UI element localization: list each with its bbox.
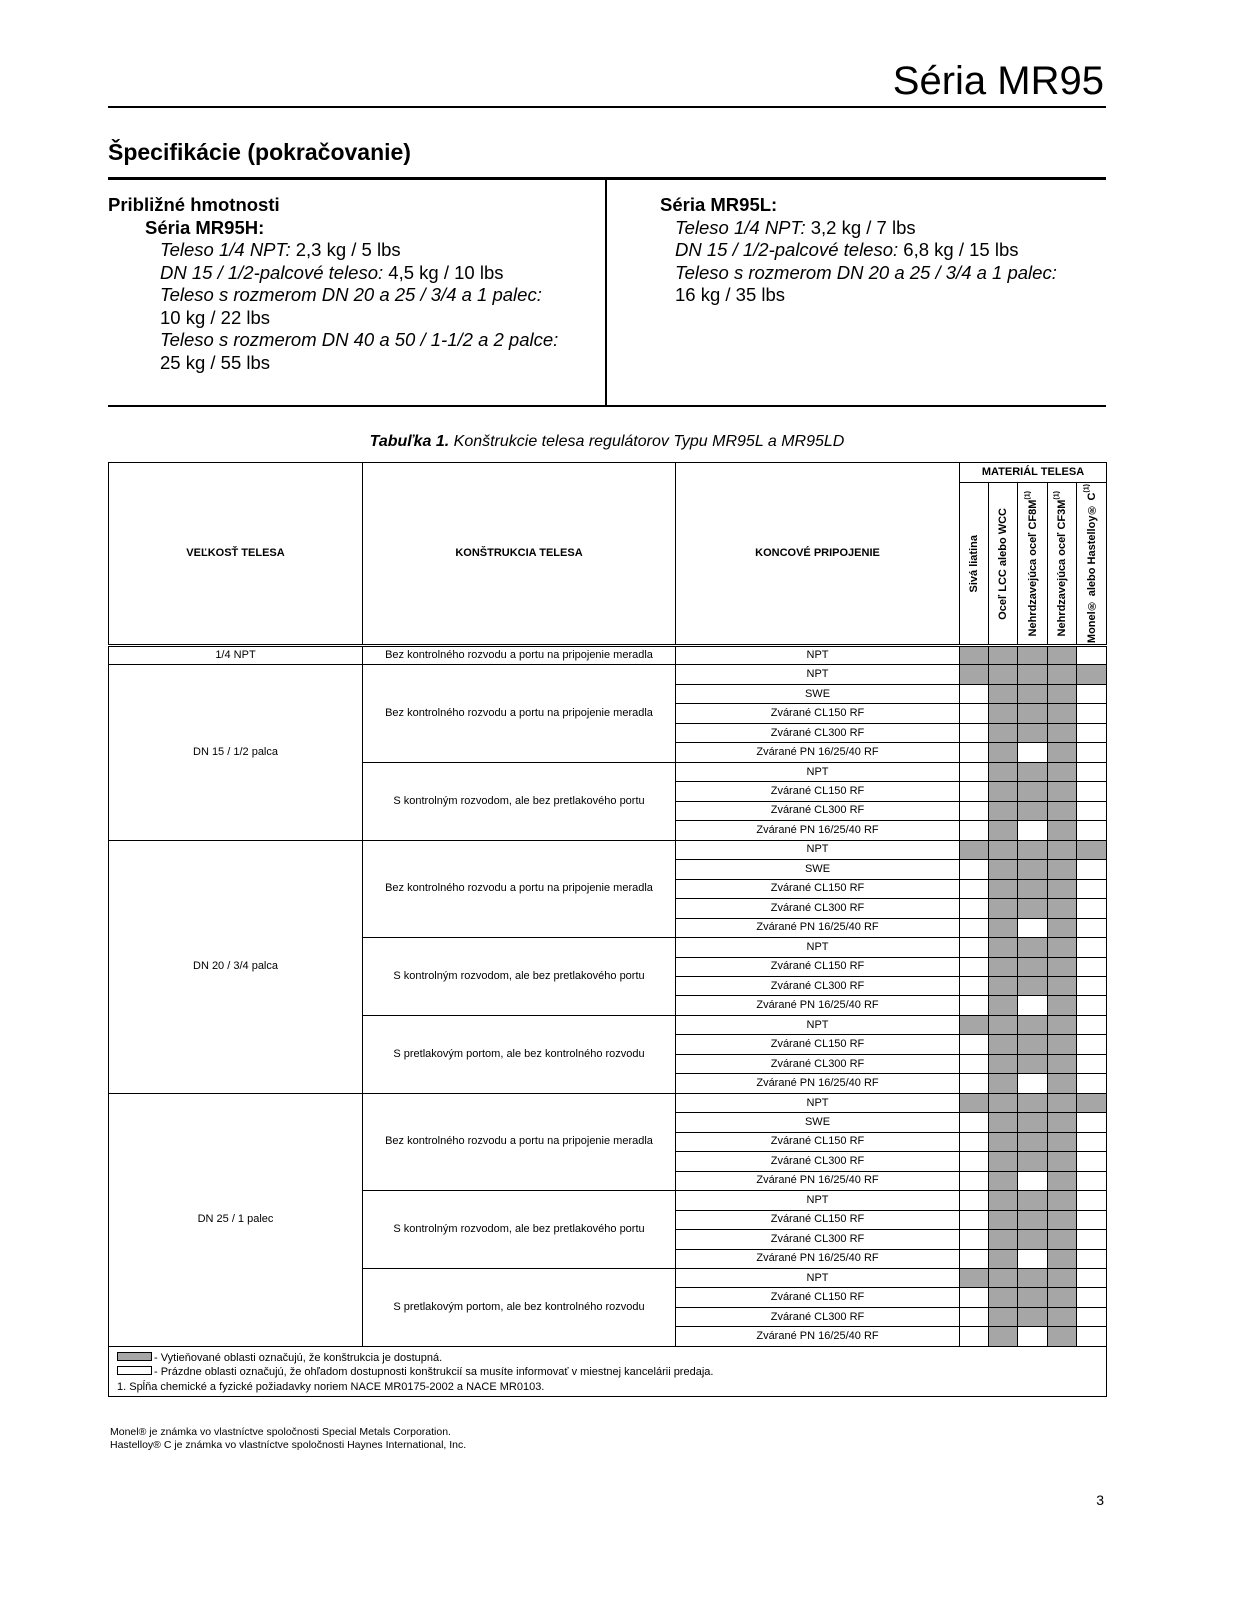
availability-cell-carbon-steel [989,1210,1018,1229]
availability-cell-carbon-steel [989,996,1018,1015]
weight-body-label: DN 15 / 1/2-palcové teleso: [675,239,899,260]
construction-cell: S kontrolným rozvodom, ale bez pretlakového portu [363,1191,676,1269]
availability-cell-cf3m [1048,743,1077,762]
availability-cell-gray-iron [960,976,989,995]
availability-cell-cf8m [1018,1307,1048,1326]
availability-cell-monel-hastelloy [1077,1093,1107,1112]
header-material-monel-hastelloy [1077,483,1107,646]
end-connection-cell: Zvárané PN 16/25/40 RF [676,1171,960,1190]
availability-cell-gray-iron [960,665,989,684]
availability-cell-monel-hastelloy [1077,723,1107,742]
end-connection-cell: NPT [676,840,960,859]
end-connection-cell: Zvárané PN 16/25/40 RF [676,996,960,1015]
availability-cell-carbon-steel [989,1327,1018,1346]
availability-cell-gray-iron [960,918,989,937]
header-body-size: VEĽKOSŤ TELESA [109,463,363,646]
availability-cell-cf3m [1048,918,1077,937]
availability-cell-cf8m [1018,1074,1048,1093]
availability-cell-cf8m [1018,801,1048,820]
table-row [109,646,1107,665]
availability-cell-carbon-steel [989,1171,1018,1190]
availability-cell-cf3m [1048,840,1077,859]
availability-cell-monel-hastelloy [1077,704,1107,723]
availability-cell-cf3m [1048,1132,1077,1151]
availability-cell-cf3m [1048,821,1077,840]
availability-cell-carbon-steel [989,1093,1018,1112]
availability-cell-cf3m [1048,1152,1077,1171]
availability-cell-carbon-steel [989,1054,1018,1073]
availability-cell-carbon-steel [989,821,1018,840]
caption-label: Tabuľka 1. [369,433,450,450]
availability-cell-cf3m [1048,762,1077,781]
availability-cell-monel-hastelloy [1077,665,1107,684]
availability-cell-cf3m [1048,976,1077,995]
weight-body-label: Teleso 1/4 NPT: [160,239,291,260]
weight-line [660,239,1057,262]
end-connection-cell: NPT [676,1015,960,1034]
availability-cell-cf8m [1018,976,1048,995]
availability-cell-cf3m [1048,1288,1077,1307]
availability-cell-cf8m [1018,1171,1048,1190]
availability-cell-cf8m [1018,1132,1048,1151]
availability-cell-gray-iron [960,1074,989,1093]
end-connection-cell: Zvárané CL300 RF [676,723,960,742]
availability-cell-cf8m [1018,723,1048,742]
end-connection-cell: Zvárané CL300 RF [676,801,960,820]
availability-cell-cf8m [1018,646,1048,665]
availability-cell-carbon-steel [989,646,1018,665]
availability-cell-cf3m [1048,879,1077,898]
end-connection-cell: NPT [676,1093,960,1112]
availability-cell-monel-hastelloy [1077,1210,1107,1229]
availability-cell-monel-hastelloy [1077,899,1107,918]
legend-blank [117,1365,1106,1380]
availability-cell-carbon-steel [989,860,1018,879]
material-label: Nehrdzavejúca oceľ CF3M [1056,499,1068,637]
availability-cell-carbon-steel [989,899,1018,918]
availability-cell-cf8m [1018,762,1048,781]
weight-value: 25 kg / 55 lbs [160,351,271,373]
availability-cell-cf3m [1048,1191,1077,1210]
end-connection-cell: Zvárané CL150 RF [676,1288,960,1307]
availability-cell-monel-hastelloy [1077,1191,1107,1210]
availability-cell-monel-hastelloy [1077,996,1107,1015]
availability-cell-cf3m [1048,1074,1077,1093]
weight-value: 16 kg / 35 lbs [675,284,786,305]
weights-right-column [660,194,1057,307]
table-row [109,665,1107,684]
box-bottom-rule [108,405,1106,407]
availability-cell-gray-iron [960,1035,989,1054]
availability-cell-gray-iron [960,1269,989,1288]
availability-cell-monel-hastelloy [1077,1054,1107,1073]
availability-cell-gray-iron [960,996,989,1015]
availability-cell-monel-hastelloy [1077,762,1107,781]
availability-cell-monel-hastelloy [1077,646,1107,665]
construction-cell: Bez kontrolného rozvodu a portu na pripojenie meradla [363,1093,676,1190]
shaded-swatch [117,1352,152,1361]
end-connection-cell: Zvárané CL300 RF [676,1230,960,1249]
construction-cell: S pretlakovým portom, ale bez kontrolného rozvodu [363,1015,676,1093]
header-body-construction: KONŠTRUKCIA TELESA [363,463,676,646]
availability-cell-monel-hastelloy [1077,976,1107,995]
availability-cell-carbon-steel [989,801,1018,820]
availability-cell-carbon-steel [989,1074,1018,1093]
construction-cell: S pretlakovým portom, ale bez kontrolného rozvodu [363,1269,676,1347]
end-connection-cell: Zvárané CL150 RF [676,1035,960,1054]
availability-cell-carbon-steel [989,743,1018,762]
end-connection-cell: Zvárané CL300 RF [676,899,960,918]
availability-cell-cf8m [1018,1210,1048,1229]
end-connection-cell: Zvárané PN 16/25/40 RF [676,918,960,937]
availability-cell-monel-hastelloy [1077,1113,1107,1132]
trademark-notes [110,1426,466,1452]
end-connection-cell: Zvárané CL150 RF [676,782,960,801]
availability-cell-cf3m [1048,1249,1077,1268]
availability-cell-gray-iron [960,704,989,723]
section-rule [108,177,1106,180]
section-heading: Špecifikácie (pokračovanie) [108,139,411,165]
availability-cell-cf8m [1018,665,1048,684]
availability-cell-carbon-steel [989,723,1018,742]
table-header-row [109,463,1107,483]
end-connection-cell: NPT [676,938,960,957]
availability-cell-gray-iron [960,840,989,859]
availability-cell-gray-iron [960,1152,989,1171]
availability-cell-cf3m [1048,996,1077,1015]
blank-swatch [117,1366,152,1375]
weight-body-label: Teleso s rozmerom DN 40 a 50 / 1-1/2 a 2 palce: [160,329,559,350]
availability-cell-gray-iron [960,957,989,976]
footnote-marker: (1) [1053,490,1061,500]
availability-cell-cf8m [1018,1113,1048,1132]
availability-cell-monel-hastelloy [1077,860,1107,879]
availability-cell-monel-hastelloy [1077,840,1107,859]
availability-cell-monel-hastelloy [1077,1249,1107,1268]
availability-cell-gray-iron [960,762,989,781]
availability-cell-cf3m [1048,1171,1077,1190]
series-title: Séria MR95 [892,59,1104,103]
availability-cell-gray-iron [960,938,989,957]
header-rule [108,106,1106,108]
availability-cell-gray-iron [960,1191,989,1210]
material-label: Oceľ LCC alebo WCC [997,507,1009,620]
availability-cell-cf3m [1048,665,1077,684]
legend-row [109,1346,1107,1396]
header-material-group: MATERIÁL TELESA [960,463,1107,483]
end-connection-cell: Zvárané CL150 RF [676,957,960,976]
series-label: Séria MR95L: [660,194,778,215]
availability-cell-monel-hastelloy [1077,938,1107,957]
header-material-carbon-steel [989,483,1018,646]
availability-cell-cf8m [1018,957,1048,976]
availability-cell-cf3m [1048,938,1077,957]
availability-cell-cf8m [1018,918,1048,937]
availability-cell-cf8m [1018,1054,1048,1073]
weight-body-label: DN 15 / 1/2-palcové teleso: [160,261,384,283]
availability-cell-cf3m [1048,957,1077,976]
availability-cell-cf8m [1018,899,1048,918]
weight-body-label: Teleso s rozmerom DN 20 a 25 / 3/4 a 1 palec: [160,284,542,305]
header-material-gray-iron [960,483,989,646]
availability-cell-monel-hastelloy [1077,1035,1107,1054]
end-connection-cell: Zvárané PN 16/25/40 RF [676,1327,960,1346]
body-size-cell: DN 25 / 1 palec [109,1093,363,1346]
availability-cell-gray-iron [960,646,989,665]
availability-cell-cf8m [1018,879,1048,898]
availability-cell-monel-hastelloy [1077,1327,1107,1346]
availability-cell-cf8m [1018,743,1048,762]
availability-cell-cf8m [1018,840,1048,859]
construction-cell: Bez kontrolného rozvodu a portu na pripojenie meradla [363,665,676,762]
availability-cell-cf3m [1048,1113,1077,1132]
table-body [109,646,1107,1347]
table-row [109,1093,1107,1112]
end-connection-cell: Zvárané CL150 RF [676,879,960,898]
availability-cell-gray-iron [960,801,989,820]
body-size-cell: DN 20 / 3/4 palca [109,840,363,1093]
availability-cell-monel-hastelloy [1077,1171,1107,1190]
weight-value: 3,2 kg / 7 lbs [810,216,916,238]
availability-cell-cf8m [1018,821,1048,840]
end-connection-cell: Zvárané CL150 RF [676,1210,960,1229]
availability-cell-carbon-steel [989,665,1018,684]
weight-line [660,217,1057,240]
footnote-marker: (1) [1082,483,1090,493]
availability-cell-carbon-steel [989,1230,1018,1249]
availability-cell-cf8m [1018,1191,1048,1210]
availability-cell-cf3m [1048,684,1077,703]
weight-value: 2,3 kg / 5 lbs [295,239,401,260]
header-material-cf3m [1048,483,1077,646]
availability-cell-cf8m [1018,1152,1048,1171]
availability-cell-carbon-steel [989,1191,1018,1210]
availability-cell-cf8m [1018,1035,1048,1054]
availability-cell-monel-hastelloy [1077,821,1107,840]
availability-cell-gray-iron [960,1288,989,1307]
availability-cell-gray-iron [960,1015,989,1034]
availability-cell-gray-iron [960,1113,989,1132]
material-label: Sivá liatina [968,534,980,593]
availability-cell-cf3m [1048,1230,1077,1249]
availability-cell-monel-hastelloy [1077,1269,1107,1288]
availability-cell-gray-iron [960,1249,989,1268]
availability-cell-cf8m [1018,1288,1048,1307]
availability-cell-carbon-steel [989,782,1018,801]
availability-cell-carbon-steel [989,684,1018,703]
availability-cell-cf3m [1048,646,1077,665]
availability-cell-cf3m [1048,723,1077,742]
weights-left-column [108,194,558,374]
end-connection-cell: Zvárané PN 16/25/40 RF [676,743,960,762]
availability-cell-gray-iron [960,821,989,840]
availability-cell-gray-iron [960,1054,989,1073]
column-divider [605,180,607,406]
footnote-marker: (1) [1023,490,1031,500]
availability-cell-cf3m [1048,704,1077,723]
availability-cell-cf8m [1018,996,1048,1015]
availability-cell-carbon-steel [989,1132,1018,1151]
availability-cell-cf3m [1048,1035,1077,1054]
availability-cell-carbon-steel [989,762,1018,781]
construction-cell: Bez kontrolného rozvodu a portu na pripojenie meradla [363,646,676,665]
weight-body-label: Teleso 1/4 NPT: [675,216,806,238]
end-connection-cell: Zvárané PN 16/25/40 RF [676,1074,960,1093]
availability-cell-gray-iron [960,723,989,742]
availability-cell-cf3m [1048,1093,1077,1112]
end-connection-cell: Zvárané CL300 RF [676,1152,960,1171]
availability-cell-gray-iron [960,1132,989,1151]
page-number: 3 [1096,1492,1104,1508]
legend-blank-text: - Prázdne oblasti označujú, že ohľadom dostupnosti konštrukcií sa musíte informovať v miestnej kancelárii predaja. [154,1366,714,1379]
availability-cell-carbon-steel [989,938,1018,957]
availability-cell-cf3m [1048,1054,1077,1073]
caption-text: Konštrukcie telesa regulátorov Typu MR95L a MR95LD [453,433,845,450]
availability-cell-gray-iron [960,782,989,801]
availability-cell-gray-iron [960,684,989,703]
availability-cell-cf3m [1048,1210,1077,1229]
end-connection-cell: Zvárané PN 16/25/40 RF [676,821,960,840]
availability-cell-monel-hastelloy [1077,918,1107,937]
availability-cell-gray-iron [960,743,989,762]
series-label: Séria MR95H: [145,216,265,238]
availability-cell-cf8m [1018,1230,1048,1249]
availability-cell-gray-iron [960,1230,989,1249]
construction-cell: S kontrolným rozvodom, ale bez pretlakového portu [363,762,676,840]
construction-cell: Bez kontrolného rozvodu a portu na pripojenie meradla [363,840,676,937]
availability-cell-cf8m [1018,1015,1048,1034]
availability-cell-cf3m [1048,1269,1077,1288]
availability-cell-cf8m [1018,1249,1048,1268]
legend-shaded [117,1351,1106,1366]
end-connection-cell: SWE [676,1113,960,1132]
availability-cell-cf3m [1048,1015,1077,1034]
construction-cell: S kontrolným rozvodom, ale bez pretlakového portu [363,938,676,1016]
availability-cell-carbon-steel [989,879,1018,898]
availability-cell-monel-hastelloy [1077,801,1107,820]
end-connection-cell: Zvárané CL300 RF [676,1307,960,1326]
availability-cell-carbon-steel [989,840,1018,859]
availability-cell-carbon-steel [989,1152,1018,1171]
end-connection-cell: NPT [676,646,960,665]
availability-cell-cf3m [1048,801,1077,820]
availability-cell-cf3m [1048,782,1077,801]
availability-cell-carbon-steel [989,918,1018,937]
weight-value: 10 kg / 22 lbs [160,306,271,328]
availability-cell-monel-hastelloy [1077,1132,1107,1151]
trademark-note: Hastelloy® C je známka vo vlastníctve spoločnosti Haynes International, Inc. [110,1439,467,1451]
weight-body-label: Teleso s rozmerom DN 20 a 25 / 3/4 a 1 palec: [675,261,1057,283]
header-material-cf8m [1018,483,1048,646]
trademark-note: Monel® je známka vo vlastníctve spoločnosti Special Metals Corporation. [110,1426,451,1438]
availability-cell-cf3m [1048,860,1077,879]
end-connection-cell: Zvárané CL300 RF [676,1054,960,1073]
material-label: Nehrdzavejúca oceľ CF8M [1026,499,1039,637]
material-label: Monel® alebo Hastelloy® C [1085,492,1098,644]
availability-cell-cf8m [1018,1327,1048,1346]
end-connection-cell: NPT [676,1269,960,1288]
availability-cell-monel-hastelloy [1077,957,1107,976]
end-connection-cell: NPT [676,665,960,684]
end-connection-cell: SWE [676,860,960,879]
availability-cell-monel-hastelloy [1077,1307,1107,1326]
availability-cell-monel-hastelloy [1077,684,1107,703]
availability-cell-gray-iron [960,1307,989,1326]
availability-cell-cf8m [1018,684,1048,703]
legend-shaded-text: - Vytieňované oblasti označujú, že konštrukcia je dostupná. [154,1351,443,1364]
table-caption [108,432,1106,452]
weight-line [108,262,558,285]
construction-table [108,462,1107,1397]
availability-cell-gray-iron [960,899,989,918]
availability-cell-cf8m [1018,938,1048,957]
weight-line [108,239,558,262]
end-connection-cell: NPT [676,762,960,781]
end-connection-cell: Zvárané CL150 RF [676,704,960,723]
table-row [109,840,1107,859]
availability-cell-carbon-steel [989,1113,1018,1132]
availability-cell-monel-hastelloy [1077,1152,1107,1171]
availability-cell-cf3m [1048,1327,1077,1346]
availability-cell-carbon-steel [989,957,1018,976]
availability-cell-carbon-steel [989,1269,1018,1288]
availability-cell-monel-hastelloy [1077,1074,1107,1093]
availability-cell-monel-hastelloy [1077,782,1107,801]
end-connection-cell: SWE [676,684,960,703]
availability-cell-monel-hastelloy [1077,879,1107,898]
availability-cell-gray-iron [960,860,989,879]
availability-cell-carbon-steel [989,976,1018,995]
weight-value: 4,5 kg / 10 lbs [388,261,504,283]
availability-cell-monel-hastelloy [1077,743,1107,762]
availability-cell-gray-iron [960,1327,989,1346]
availability-cell-gray-iron [960,1093,989,1112]
availability-cell-cf8m [1018,704,1048,723]
availability-cell-cf8m [1018,1093,1048,1112]
availability-cell-cf8m [1018,782,1048,801]
body-size-cell: DN 15 / 1/2 palca [109,665,363,840]
availability-cell-monel-hastelloy [1077,1230,1107,1249]
availability-cell-monel-hastelloy [1077,1015,1107,1034]
availability-cell-carbon-steel [989,1249,1018,1268]
weights-heading: Približné hmotnosti [108,194,280,215]
footnote: 1. Spĺňa chemické a fyzické požiadavky noriem NACE MR0175-2002 a NACE MR0103. [117,1380,545,1393]
availability-cell-carbon-steel [989,704,1018,723]
availability-cell-gray-iron [960,1210,989,1229]
header-end-connection: KONCOVÉ PRIPOJENIE [676,463,960,646]
availability-cell-carbon-steel [989,1035,1018,1054]
table-notes [109,1346,1107,1396]
availability-cell-cf8m [1018,1269,1048,1288]
availability-cell-cf3m [1048,899,1077,918]
availability-cell-gray-iron [960,879,989,898]
availability-cell-gray-iron [960,1171,989,1190]
end-connection-cell: Zvárané CL300 RF [676,976,960,995]
weight-value: 6,8 kg / 15 lbs [903,239,1019,260]
body-size-cell: 1/4 NPT [109,646,363,665]
end-connection-cell: Zvárané PN 16/25/40 RF [676,1249,960,1268]
availability-cell-carbon-steel [989,1015,1018,1034]
availability-cell-carbon-steel [989,1288,1018,1307]
end-connection-cell: NPT [676,1191,960,1210]
availability-cell-cf3m [1048,1307,1077,1326]
availability-cell-carbon-steel [989,1307,1018,1326]
end-connection-cell: Zvárané CL150 RF [676,1132,960,1151]
availability-cell-monel-hastelloy [1077,1288,1107,1307]
availability-cell-cf8m [1018,860,1048,879]
